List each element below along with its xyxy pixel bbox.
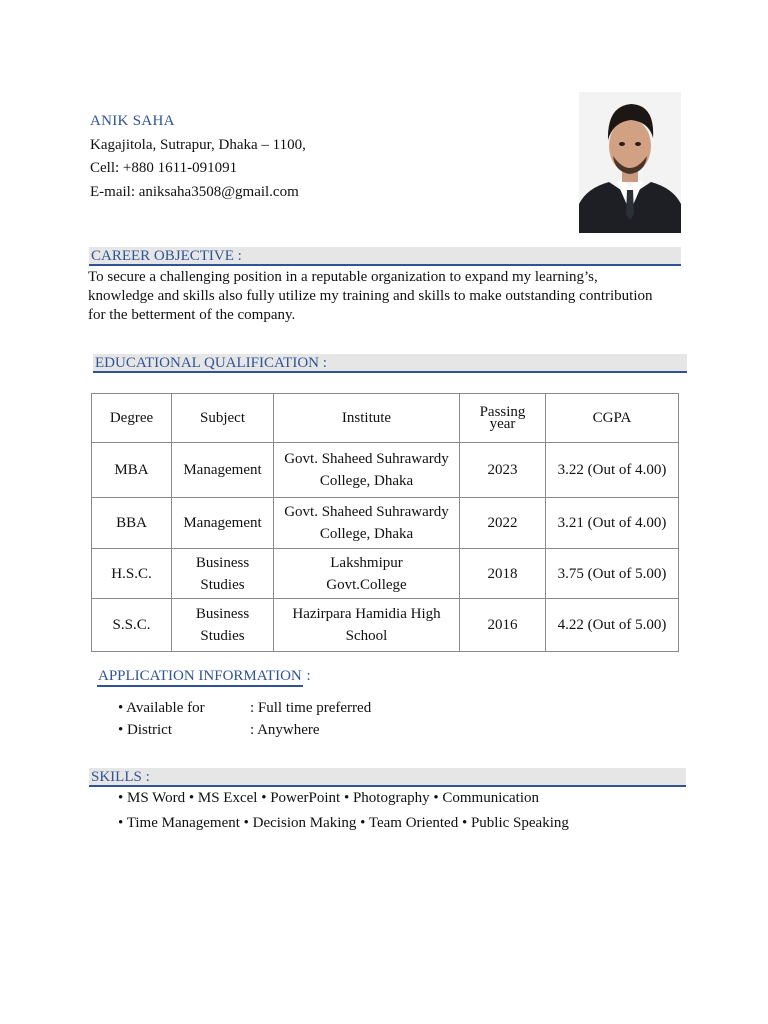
application-item	[118, 722, 320, 739]
institute-line: College, Dhaka	[319, 473, 414, 489]
institute-line: Govt. Shaheed Suhrawardy	[284, 451, 449, 467]
skills-line: • Time Management • Decision Making • Team Oriented • Public Speaking	[118, 815, 569, 831]
education-title: EDUCATIONAL QUALIFICATION :	[95, 355, 327, 371]
institute-line: Govt. Shaheed Suhrawardy	[284, 504, 449, 520]
subject-line: Business	[195, 554, 250, 571]
application-label: • District	[118, 722, 172, 738]
header-degree: Degree	[92, 394, 172, 443]
cell-subject	[172, 599, 274, 652]
subject-line: Studies	[200, 576, 245, 593]
candidate-name: ANIK SAHA	[90, 113, 175, 129]
skills-title: SKILLS :	[91, 769, 150, 785]
institute-line: Lakshmipur	[330, 554, 403, 571]
address-line: Kagajitola, Sutrapur, Dhaka – 1100,	[90, 137, 306, 153]
application-label: • Available for	[118, 700, 205, 716]
institute-line: Govt.College	[326, 576, 407, 593]
cell-line: Cell: +880 1611-091091	[90, 160, 238, 176]
cell-degree: MBA	[92, 443, 172, 498]
table-row	[92, 599, 679, 652]
header-passing: Passing	[479, 404, 526, 420]
skills-header	[89, 768, 686, 787]
cell-institute	[274, 599, 460, 652]
header-subject: Subject	[172, 394, 274, 443]
education-header	[93, 354, 687, 373]
cell-year: 2018	[460, 549, 546, 599]
application-value: : Anywhere	[250, 722, 320, 738]
table-header-row	[92, 394, 679, 443]
application-title: APPLICATION INFORMATION	[97, 668, 303, 687]
application-colon: :	[306, 668, 311, 684]
cell-year: 2016	[460, 599, 546, 652]
objective-line: knowledge and skills also fully utilize my training and skills to make outstanding contribution	[88, 288, 653, 304]
header-year: year	[489, 416, 516, 432]
application-header	[97, 668, 311, 685]
institute-line: School	[345, 628, 388, 644]
objective-line: To secure a challenging position in a reputable organization to expand my learning’s,	[88, 269, 598, 285]
cell-degree: BBA	[92, 498, 172, 549]
cell-degree: S.S.C.	[92, 599, 172, 652]
email-line: E-mail: aniksaha3508@gmail.com	[90, 184, 299, 200]
cell-subject: Management	[172, 498, 274, 549]
cell-cgpa: 3.21 (Out of 4.00)	[546, 498, 679, 549]
institute-line: College, Dhaka	[319, 526, 414, 542]
subject-line: Studies	[200, 628, 245, 644]
career-objective-text	[88, 268, 693, 325]
cell-institute	[274, 498, 460, 549]
header-institute: Institute	[274, 394, 460, 443]
cell-year: 2023	[460, 443, 546, 498]
cell-year: 2022	[460, 498, 546, 549]
cell-cgpa: 3.75 (Out of 5.00)	[546, 549, 679, 599]
institute-line: Hazirpara Hamidia High	[292, 606, 441, 622]
cell-degree: H.S.C.	[92, 549, 172, 599]
cell-cgpa: 4.22 (Out of 5.00)	[546, 599, 679, 652]
profile-photo	[579, 92, 681, 233]
subject-line: Business	[195, 606, 250, 622]
table-row	[92, 443, 679, 498]
skills-line: • MS Word • MS Excel • PowerPoint • Photography • Communication	[118, 790, 540, 806]
career-objective-header	[89, 247, 681, 266]
cell-cgpa: 3.22 (Out of 4.00)	[546, 443, 679, 498]
cell-subject	[172, 549, 274, 599]
header-passing-year	[460, 394, 546, 443]
application-item	[118, 700, 371, 717]
application-value: : Full time preferred	[250, 700, 372, 716]
table-row	[92, 549, 679, 599]
education-table	[91, 393, 679, 652]
cell-institute	[274, 443, 460, 498]
objective-line: for the betterment of the company.	[88, 307, 296, 323]
table-row	[92, 498, 679, 549]
career-objective-title: CAREER OBJECTIVE :	[91, 248, 242, 264]
cell-institute	[274, 549, 460, 599]
cell-subject: Management	[172, 443, 274, 498]
header-cgpa: CGPA	[546, 394, 679, 443]
